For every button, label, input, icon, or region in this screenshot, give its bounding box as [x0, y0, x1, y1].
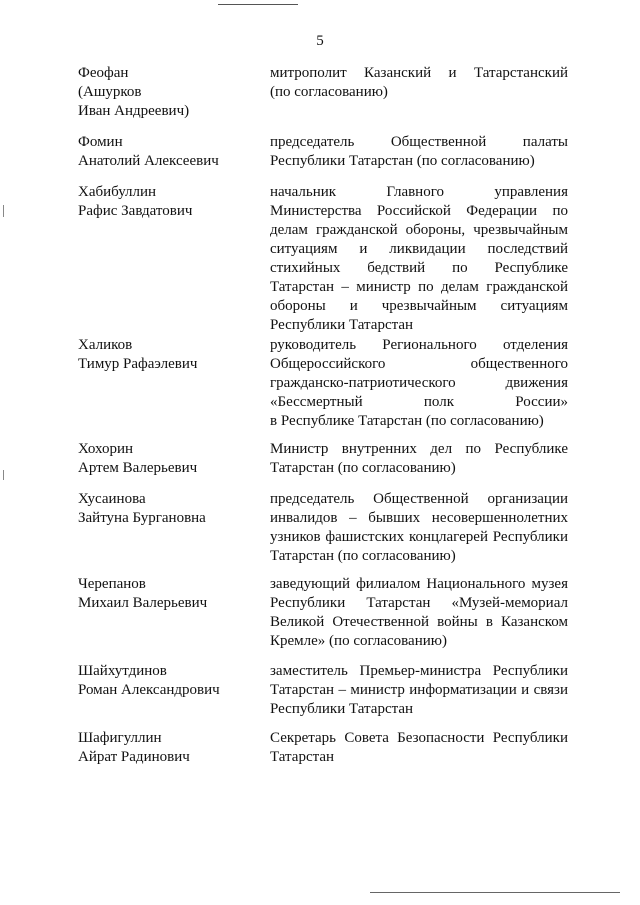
member-name: Халиков Тимур Рафаэлевич: [78, 337, 198, 372]
role-line: Татарстан – министр информатизации и связи: [270, 682, 568, 698]
role-line: Татарстан – министр по делам гражданской: [270, 279, 568, 295]
role-line: стихийных бедствий по Республике: [270, 260, 568, 276]
role-line: гражданско-патриотического движения: [270, 375, 568, 391]
role-line: «Бессмертный полк России»: [270, 394, 568, 410]
member-name: Фомин Анатолий Алексеевич: [78, 134, 219, 169]
role-line: Татарстан (по согласованию): [270, 548, 456, 564]
scan-artifact-mark: [3, 470, 4, 480]
role-line: председатель Общественной палаты: [270, 134, 568, 150]
scan-artifact-line: [370, 892, 620, 893]
member-name: Шайхутдинов Роман Александрович: [78, 663, 220, 698]
member-role: [270, 490, 568, 566]
role-line: Министерства Российской Федерации по: [270, 203, 568, 219]
role-line: руководитель Регионального отделения: [270, 337, 568, 353]
role-line: Татарстан: [270, 749, 335, 765]
role-line: узников фашистских концлагерей Республики: [270, 529, 568, 545]
member-name: Хохорин Артем Валерьевич: [78, 441, 198, 476]
role-line: Республики Татарстан: [270, 317, 414, 333]
role-line: делам гражданской обороны, чрезвычайным: [270, 222, 568, 238]
role-line: ситуациям и ликвидации последствий: [270, 241, 568, 257]
member-name: Шафигуллин Айрат Радинович: [78, 730, 190, 765]
role-line: Республики Татарстан «Музей-мемориал: [270, 595, 568, 611]
member-role: [270, 336, 568, 431]
role-line: инвалидов – бывших несовершеннолетних: [270, 510, 568, 526]
role-line: Республики Татарстан: [270, 701, 414, 717]
member-name: Хабибуллин Рафис Завдатович: [78, 184, 193, 219]
member-role: [270, 64, 568, 102]
member-role: [270, 133, 568, 171]
role-line: Великой Отечественной войны в Казанском: [270, 614, 568, 630]
member-role: [270, 575, 568, 651]
role-line: (по согласованию): [270, 84, 388, 100]
member-name: Хусаинова Зайтуна Бургановна: [78, 491, 206, 526]
role-line: Министр внутренних дел по Республике: [270, 441, 568, 457]
role-line: председатель Общественной организации: [270, 491, 568, 507]
role-line: обороны и чрезвычайным ситуациям: [270, 298, 568, 314]
scan-artifact-line: [218, 4, 298, 5]
member-role: [270, 440, 568, 478]
role-line: Республики Татарстан (по согласованию): [270, 153, 535, 169]
role-line: в Республике Татарстан (по согласованию): [270, 413, 544, 429]
role-line: Общероссийского общественного: [270, 356, 568, 372]
member-role: [270, 729, 568, 767]
scan-artifact-mark: [3, 205, 4, 217]
member-name: Черепанов Михаил Валерьевич: [78, 576, 208, 611]
member-role: [270, 183, 568, 335]
role-line: Секретарь Совета Безопасности Республики: [270, 730, 568, 746]
member-role: [270, 662, 568, 719]
role-line: Татарстан (по согласованию): [270, 460, 456, 476]
member-name: Феофан (Ашурков Иван Андреевич): [78, 65, 190, 119]
page-number: 5: [316, 33, 324, 49]
role-line: Кремле» (по согласованию): [270, 633, 447, 649]
role-line: заведующий филиалом Национального музея: [270, 576, 568, 592]
role-line: заместитель Премьер-министра Республики: [270, 663, 568, 679]
role-line: митрополит Казанский и Татарстанский: [270, 65, 568, 81]
role-line: начальник Главного управления: [270, 184, 568, 200]
